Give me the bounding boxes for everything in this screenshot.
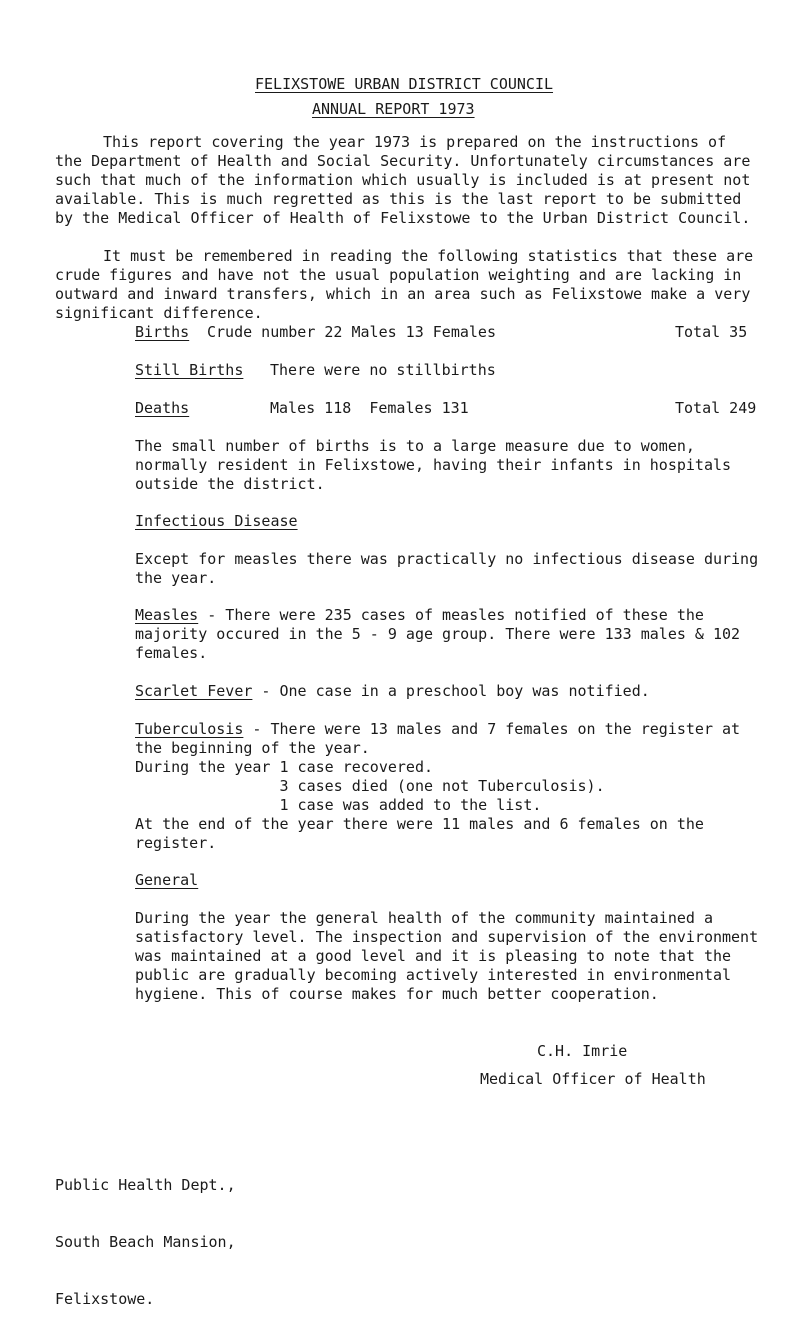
births-row — [135, 323, 775, 342]
general-heading: General — [135, 871, 199, 889]
deaths-total: Total 249 — [675, 399, 757, 417]
address-line-1: Public Health Dept., — [55, 1176, 236, 1194]
births-total: Total 35 — [675, 323, 748, 341]
scarlet-fever-text: - One case in a preschool boy was notified. — [252, 682, 650, 700]
address-block — [55, 1138, 236, 1328]
tuberculosis-changes — [135, 758, 775, 815]
births-note: The small number of births is to a large measure due to women, normally resident in Felixstowe, having their infants in hospitals outside the district. — [135, 437, 732, 493]
deaths-detail: Males 118 Females 131 — [270, 399, 469, 417]
scarlet-fever-paragraph — [135, 682, 775, 701]
births-label: Births — [135, 323, 190, 341]
tuberculosis-label: Tuberculosis — [135, 720, 244, 738]
measles-text: - There were 235 cases of measles notified of these the majority occured in the 5 - 9 age group. There were 133 males & 102 females. — [135, 606, 741, 662]
tuberculosis-end: At the end of the year there were 11 males and 6 females on the register. — [135, 815, 704, 852]
still-births-row — [135, 361, 775, 380]
tb-line-added: 1 case was added to the list. — [135, 796, 542, 814]
address-line-2: South Beach Mansion, — [55, 1233, 236, 1251]
tb-line-died: 3 cases died (one not Tuberculosis). — [135, 777, 605, 795]
measles-label: Measles — [135, 606, 199, 624]
scarlet-fever-label: Scarlet Fever — [135, 682, 253, 700]
council-heading: FELIXSTOWE URBAN DISTRICT COUNCIL — [255, 75, 554, 93]
deaths-row — [135, 399, 775, 418]
general-paragraph: During the year the general health of the community maintained a satisfactory level. The inspection and supervision of the environment was maintained at a good level and it is pleasing to note that the public are gradually becoming actively interested in environmental hygiene. This of course makes for much better cooperation. — [135, 909, 759, 1003]
deaths-label: Deaths — [135, 399, 190, 417]
births-detail: Crude number 22 Males 13 Females — [207, 323, 496, 341]
still-births-label: Still Births — [135, 361, 244, 379]
measles-paragraph — [135, 606, 775, 663]
signatory-name: C.H. Imrie — [537, 1042, 628, 1060]
address-line-3: Felixstowe. — [55, 1290, 155, 1308]
tb-line-recovered: During the year 1 case recovered. — [135, 758, 434, 776]
intro-paragraph-2: It must be remembered in reading the following statistics that these are crude figures and have not the usual population weighting and are lacking in outward and inward transfers, which in an area such as Felixstowe make a very significant difference. — [55, 247, 754, 322]
intro-paragraph-1: This report covering the year 1973 is prepared on the instructions of the Department of Health and Social Security. Unfortunately circumstances are such that much of the information which usually is included is at present not available. This is much regretted as this is the last report to be submitted by the Medical Officer of Health of Felixstowe to the Urban District Council. — [55, 133, 751, 227]
tuberculosis-paragraph — [135, 720, 775, 758]
tuberculosis-text: - There were 13 males and 7 females on the register at the beginning of the year. — [135, 720, 741, 757]
infectious-intro: Except for measles there was practically no infectious disease during the year. — [135, 550, 759, 587]
signatory-title: Medical Officer of Health — [480, 1070, 706, 1088]
report-title: ANNUAL REPORT 1973 — [312, 100, 475, 118]
still-births-detail: There were no stillbirths — [270, 361, 496, 379]
infectious-heading: Infectious Disease — [135, 512, 298, 530]
